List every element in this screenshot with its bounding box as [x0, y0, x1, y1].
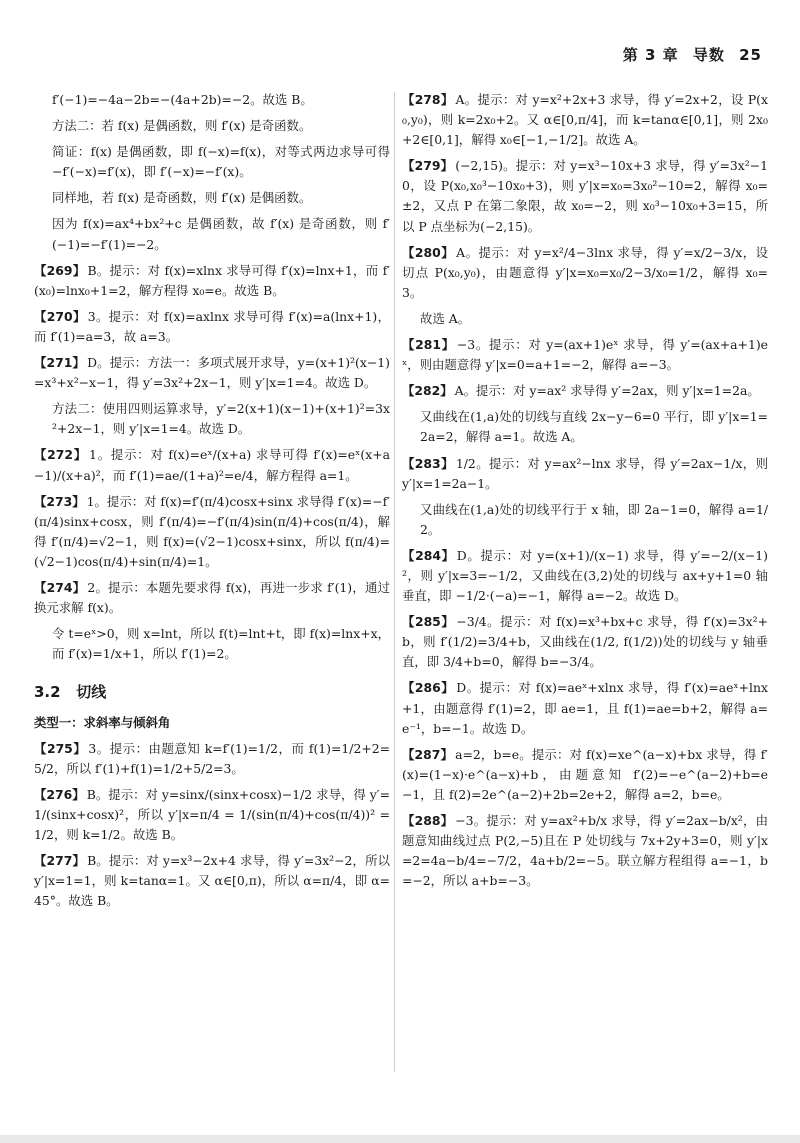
answer-paragraph [420, 500, 768, 540]
answer-number: 【287】 [402, 746, 454, 762]
answer-text: 方法二：使用四则运算求导，y′=2(x+1)(x−1)+(x+1)²=3x²+2x−1，则 y′|x=1=4。故选 D。 [52, 401, 390, 437]
answer-text: B。提示：对 y=sinx/(sinx+cosx)−1/2 求导，得 y′=1/(sinx+cosx)²，所以 y′|x=π/4 = 1/(sin(π/4)+cos(π/4))² = 1/2，则 k=1/2。故选 B。 [34, 786, 390, 843]
answer-paragraph [402, 454, 768, 494]
answer-paragraph [34, 739, 390, 779]
answer-number: 【284】 [402, 547, 455, 563]
answer-text: B。提示：对 f(x)=xlnx 求导可得 f′(x)=lnx+1，而 f′(x₀)=lnx₀+1=2，解方程得 x₀=e。故选 B。 [34, 262, 390, 298]
chapter-title: 导数 [692, 46, 725, 64]
answer-text: D。提示：对 y=(x+1)/(x−1) 求导，得 y′=−2/(x−1)²，则 y′|x=3=−1/2，又曲线在(3,2)处的切线与 ax+y+1=0 轴垂直，即 −1/2·(−a)=−1，解得 a=−2。故选 D。 [402, 547, 768, 604]
answer-paragraph [52, 188, 390, 208]
answer-text: B。提示：对 y=x³−2x+4 求导，得 y′=3x²−2，所以 y′|x=1=1，则 k=tanα=1。又 α∈[0,π)，所以 α=π/4，即 α=45°。故选 B。 [34, 853, 390, 909]
answer-paragraph [402, 90, 768, 150]
answer-paragraph [420, 407, 768, 447]
answer-number: 【286】 [402, 680, 455, 696]
answer-paragraph [34, 851, 390, 911]
answer-paragraph [402, 678, 768, 738]
answer-text: 令 t=eˣ>0，则 x=lnt，所以 f(t)=lnt+t，即 f(x)=lnx+x，而 f′(x)=1/x+1，所以 f′(1)=2。 [52, 626, 390, 662]
answer-paragraph [420, 309, 768, 329]
answer-text: 3。提示：由题意知 k=f′(1)=1/2，而 f(1)=1/2+2=5/2，所以 f′(1)+f(1)=1/2+5/2=3。 [34, 740, 390, 776]
answer-text: 3。提示：对 f(x)=axlnx 求导可得 f′(x)=a(lnx+1)，而 f′(1)=a=3，故 a=3。 [34, 308, 390, 344]
answer-paragraph [402, 546, 768, 606]
answer-number: 【282】 [402, 383, 453, 399]
answer-paragraph [34, 353, 390, 393]
answer-paragraph [34, 785, 390, 845]
answer-number: 【274】 [34, 579, 86, 595]
left-column [34, 90, 390, 917]
answer-paragraph [52, 90, 390, 110]
answer-text: 1。提示：对 f(x)=f′(π/4)cosx+sinx 求导得 f′(x)=−f′(π/4)sinx+cosx，则 f′(π/4)=−f′(π/4)sin(π/4)+cos(π/4)，解得 f′(π/4)=√2−1，则 f(x)=(√2−1)cosx+sinx，所以 f(π/4)=(√2−1)cos(π/4)+sin(π/4)=1。 [34, 493, 391, 569]
answer-number: 【288】 [402, 813, 454, 828]
page-bottom-edge [0, 1135, 800, 1143]
answer-paragraph [52, 214, 390, 254]
answer-paragraph [34, 307, 390, 347]
answer-text: −3。提示：对 y=(ax+1)eˣ 求导，得 y′=(ax+a+1)eˣ，则由题意得 y′|x=0=a+1=−2，解得 a=−3。 [402, 337, 768, 373]
answer-text: A。提示：对 y=x²/4−3lnx 求导，得 y′=x/2−3/x，设切点 P(x₀,y₀)，由题意得 y′|x=x₀=x₀/2−3/x₀=1/2，解得 x₀=3。 [402, 244, 768, 300]
answer-paragraph [34, 261, 390, 301]
answer-paragraph [402, 335, 768, 375]
answer-text: 简证：f(x) 是偶函数，即 f(−x)=f(x)，对等式两边求导可得 −f′(−x)=f′(x)，即 f′(−x)=−f′(x)。 [52, 144, 390, 180]
answer-paragraph [402, 745, 768, 805]
answer-paragraph [34, 578, 390, 618]
answer-paragraph [402, 612, 768, 672]
answer-number: 【281】 [402, 337, 455, 353]
answer-text: A。提示：对 y=ax² 求导得 y′=2ax，则 y′|x=1=2a。 [454, 383, 760, 399]
answer-number: 【271】 [34, 355, 86, 371]
section-heading [34, 680, 390, 704]
answer-number: 【280】 [402, 244, 455, 260]
answer-paragraph [34, 445, 390, 485]
answer-text: 故选 A。 [420, 310, 471, 326]
answer-number: 【283】 [402, 455, 454, 471]
section-number: 3.2 [34, 683, 61, 702]
answer-text: a=2，b=e。提示：对 f(x)=xe^(a−x)+bx 求导，得 f′(x)=(1−x)·e^(a−x)+b，由题意知 f′(2)=−e^(a−2)+b=e−1，且 f(2)=2e^(a−2)+2b=2e+2，解得 a=2，b=e。 [402, 746, 768, 802]
answer-number: 【278】 [402, 92, 454, 107]
answer-number: 【277】 [34, 853, 86, 869]
answer-number: 【272】 [34, 447, 88, 463]
answer-text: 1。提示：对 f(x)=eˣ/(x+a) 求导可得 f′(x)=eˣ(x+a−1)/(x+a)²，而 f′(1)=ae/(1+a)²=e/4，解方程得 a=1。 [34, 447, 390, 483]
answer-text: f′(−1)=−4a−2b=−(4a+2b)=−2。故选 B。 [52, 92, 313, 107]
answer-paragraph [402, 156, 768, 236]
answer-paragraph [52, 116, 390, 136]
answer-number: 【285】 [402, 614, 455, 630]
answer-text: 又曲线在(1,a)处的切线平行于 x 轴，即 2a−1=0，解得 a=1/2。 [420, 501, 768, 537]
answer-text: 1/2。提示：对 y=ax²−lnx 求导，得 y′=2ax−1/x，则 y′|x=1=2a−1。 [402, 455, 768, 491]
answer-text: D。提示：方法一：多项式展开求导，y=(x+1)²(x−1)=x³+x²−x−1，得 y′=3x²+2x−1，则 y′|x=1=4。故选 D。 [34, 355, 390, 391]
subsection-heading: 类型一：求斜率与倾斜角 [34, 714, 171, 730]
chapter-label: 第 3 章 [622, 46, 679, 64]
answer-text: −3。提示：对 y=ax²+b/x 求导，得 y′=2ax−b/x²，由题意知曲线过点 P(2,−5)且在 P 处切线与 7x+2y+3=0，则 y′|x=2=4a−b/4=−7/2，4a+b/2=−5。联立解方程组得 a=−1，b=−2，所以 a+b=−3。 [402, 813, 768, 889]
answer-text: −3/4。提示：对 f(x)=x³+bx+c 求导，得 f′(x)=3x²+b，则 f′(1/2)=3/4+b，又曲线在(1/2, f(1/2))处的切线与 y 轴垂直，即 3/4+b=0，解得 b=−3/4。 [402, 614, 768, 670]
answer-number: 【269】 [34, 262, 86, 278]
answer-paragraph [52, 624, 390, 664]
answer-paragraph [402, 381, 768, 401]
right-answers [402, 90, 768, 891]
answer-paragraph [402, 243, 768, 303]
answer-paragraph [34, 492, 390, 572]
left-answers-part2 [34, 739, 390, 912]
answer-paragraph [52, 399, 390, 439]
page-number: 25 [739, 46, 762, 64]
answer-number: 【273】 [34, 493, 85, 509]
answer-text: (−2,15)。提示：对 y=x³−10x+3 求导，得 y′=3x²−10，设 P(x₀,x₀³−10x₀+3)，则 y′|x=x₀=3x₀²−10=2，解得 x₀=±2，又点 P 在第二象限，故 x₀=−2，则 x₀³−10x₀+3=15，所以 P 点坐标为(−2,15)。 [402, 158, 768, 234]
answer-number: 【275】 [34, 740, 87, 756]
answer-text: 方法二：若 f(x) 是偶函数，则 f′(x) 是奇函数。 [52, 118, 312, 134]
answer-text: 又曲线在(1,a)处的切线与直线 2x−y−6=0 平行，即 y′|x=1=2a=2，解得 a=1。故选 A。 [420, 409, 768, 445]
answer-text: D。提示：对 f(x)=aeˣ+xlnx 求导，得 f′(x)=aeˣ+lnx+1，由题意得 f′(1)=2，即 ae=1，且 f(1)=ae=b+2，解得 a=e⁻¹，b=−1。故选 D。 [402, 680, 768, 736]
page-header [615, 44, 762, 65]
column-divider [394, 92, 395, 1072]
answer-number: 【270】 [34, 308, 86, 324]
answer-text: 2。提示：本题先要求得 f(x)，再进一步求 f′(1)，通过换元求解 f(x)。 [34, 579, 390, 616]
answer-text: 因为 f(x)=ax⁴+bx²+c 是偶函数，故 f′(x) 是奇函数，则 f′(−1)=−f′(1)=−2。 [52, 216, 390, 252]
answer-paragraph [52, 142, 390, 182]
answer-text: 同样地，若 f(x) 是奇函数，则 f′(x) 是偶函数。 [52, 190, 312, 206]
answer-paragraph [402, 811, 768, 891]
answer-number: 【276】 [34, 786, 85, 802]
answer-number: 【279】 [402, 158, 454, 174]
answer-text: A。提示：对 y=x²+2x+3 求导，得 y′=2x+2，设 P(x₀,y₀)，则 k=2x₀+2。又 α∈[0,π/4]，而 k=tanα∈[0,1]，则 2x₀+2∈[0,1]，解得 x₀∈[−1,−1/2]。故选 A。 [402, 92, 768, 148]
right-column [402, 90, 768, 897]
section-title: 切线 [76, 683, 107, 702]
left-answers-part1 [34, 90, 390, 664]
